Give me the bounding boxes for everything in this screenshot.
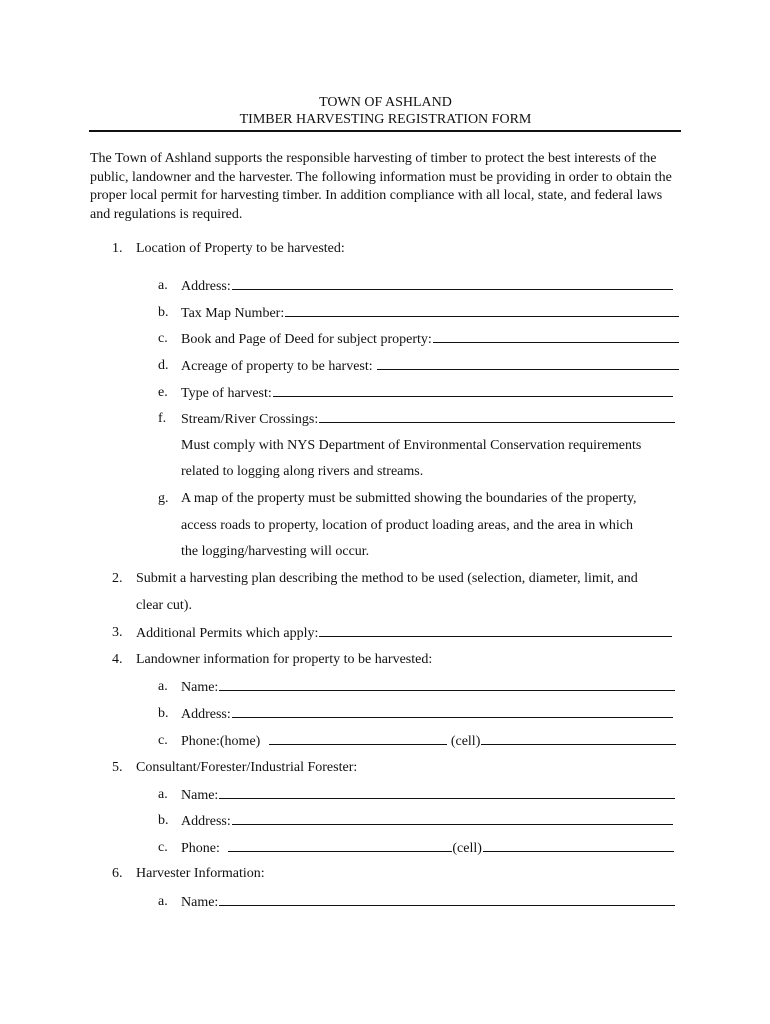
item-letter: a. [158,278,168,293]
additional-permits-field[interactable] [319,624,672,637]
section-title: Consultant/Forester/Industrial Forester: [136,760,358,775]
item-letter: a. [158,679,168,694]
section-number: 3. [112,625,123,640]
item-letter: b. [158,305,169,320]
address-field[interactable] [232,277,673,290]
section-number: 5. [112,760,123,775]
section-title: Location of Property to be harvested: [136,241,345,256]
section-number: 2. [112,571,123,586]
item-letter: b. [158,706,169,721]
cell-label: (cell) [450,734,481,749]
section-number: 6. [112,866,123,881]
acreage-label: Acreage of property to be harvest: [181,359,377,374]
town-name: TOWN OF ASHLAND [319,95,452,110]
section-number: 1. [112,241,123,256]
consultant-name-label: Name: [181,788,219,803]
consultant-cell-phone-field[interactable] [483,839,674,852]
address-label: Address: [181,279,231,294]
landowner-address-field[interactable] [232,705,673,718]
form-header [90,94,681,128]
map-requirement-line-3: the logging/harvesting will occur. [181,544,370,559]
consultant-name-field[interactable] [219,786,675,799]
section-number: 4. [112,652,123,667]
item-letter: f. [158,411,167,426]
landowner-address-label: Address: [181,707,231,722]
stream-crossings-label: Stream/River Crossings: [181,412,319,427]
consultant-phone-field[interactable] [228,839,452,852]
section-title: Landowner information for property to be harvested: [136,652,433,667]
stream-note-line-1: Must comply with NYS Department of Environmental Conservation requirements [181,438,642,453]
consultant-address-field[interactable] [232,812,673,825]
harvest-type-label: Type of harvest: [181,386,272,401]
additional-permits-label: Additional Permits which apply: [136,626,319,641]
header-rule [89,130,681,132]
stream-note-line-2: related to logging along rivers and streams. [181,464,424,479]
harvest-type-field[interactable] [273,384,673,397]
landowner-home-phone-field[interactable] [269,732,447,745]
landowner-name-field[interactable] [219,678,675,691]
landowner-name-label: Name: [181,680,219,695]
item-letter: d. [158,358,169,373]
stream-crossings-field[interactable] [319,410,675,423]
cell-label: (cell) [452,841,482,856]
item-letter: c. [158,331,168,346]
deed-label: Book and Page of Deed for subject property: [181,332,432,347]
tax-map-label: Tax Map Number: [181,306,285,321]
harvester-name-label: Name: [181,895,219,910]
form-title: TIMBER HARVESTING REGISTRATION FORM [239,112,532,127]
consultant-address-label: Address: [181,814,231,829]
item-letter: b. [158,813,169,828]
harvest-plan-line-1: Submit a harvesting plan describing the method to be used (selection, diameter, limit, and [136,571,638,586]
map-requirement-line-1: A map of the property must be submitted showing the boundaries of the property, [181,491,637,506]
harvest-plan-line-2: clear cut). [136,598,192,613]
item-letter: c. [158,840,168,855]
section-title: Harvester Information: [136,866,265,881]
item-letter: a. [158,894,168,909]
consultant-phone-label: Phone: [181,841,224,856]
item-letter: g. [158,491,169,506]
deed-field[interactable] [433,330,679,343]
landowner-phone-label: Phone:(home) [181,734,264,749]
acreage-field[interactable] [377,357,679,370]
item-letter: a. [158,787,168,802]
landowner-cell-phone-field[interactable] [481,732,676,745]
intro-paragraph: The Town of Ashland supports the responsible harvesting of timber to protect the best interests of the public, landowner and the harvester. The following information must be providing in order to obtain the proper local permit for harvesting timber. In addition compliance with all local, state, and federal laws and regulations is required. [90,151,672,222]
map-requirement-line-2: access roads to property, location of product loading areas, and the area in which [181,518,633,533]
item-letter: c. [158,733,168,748]
harvester-name-field[interactable] [219,893,675,906]
tax-map-field[interactable] [285,304,679,317]
item-letter: e. [158,385,168,400]
